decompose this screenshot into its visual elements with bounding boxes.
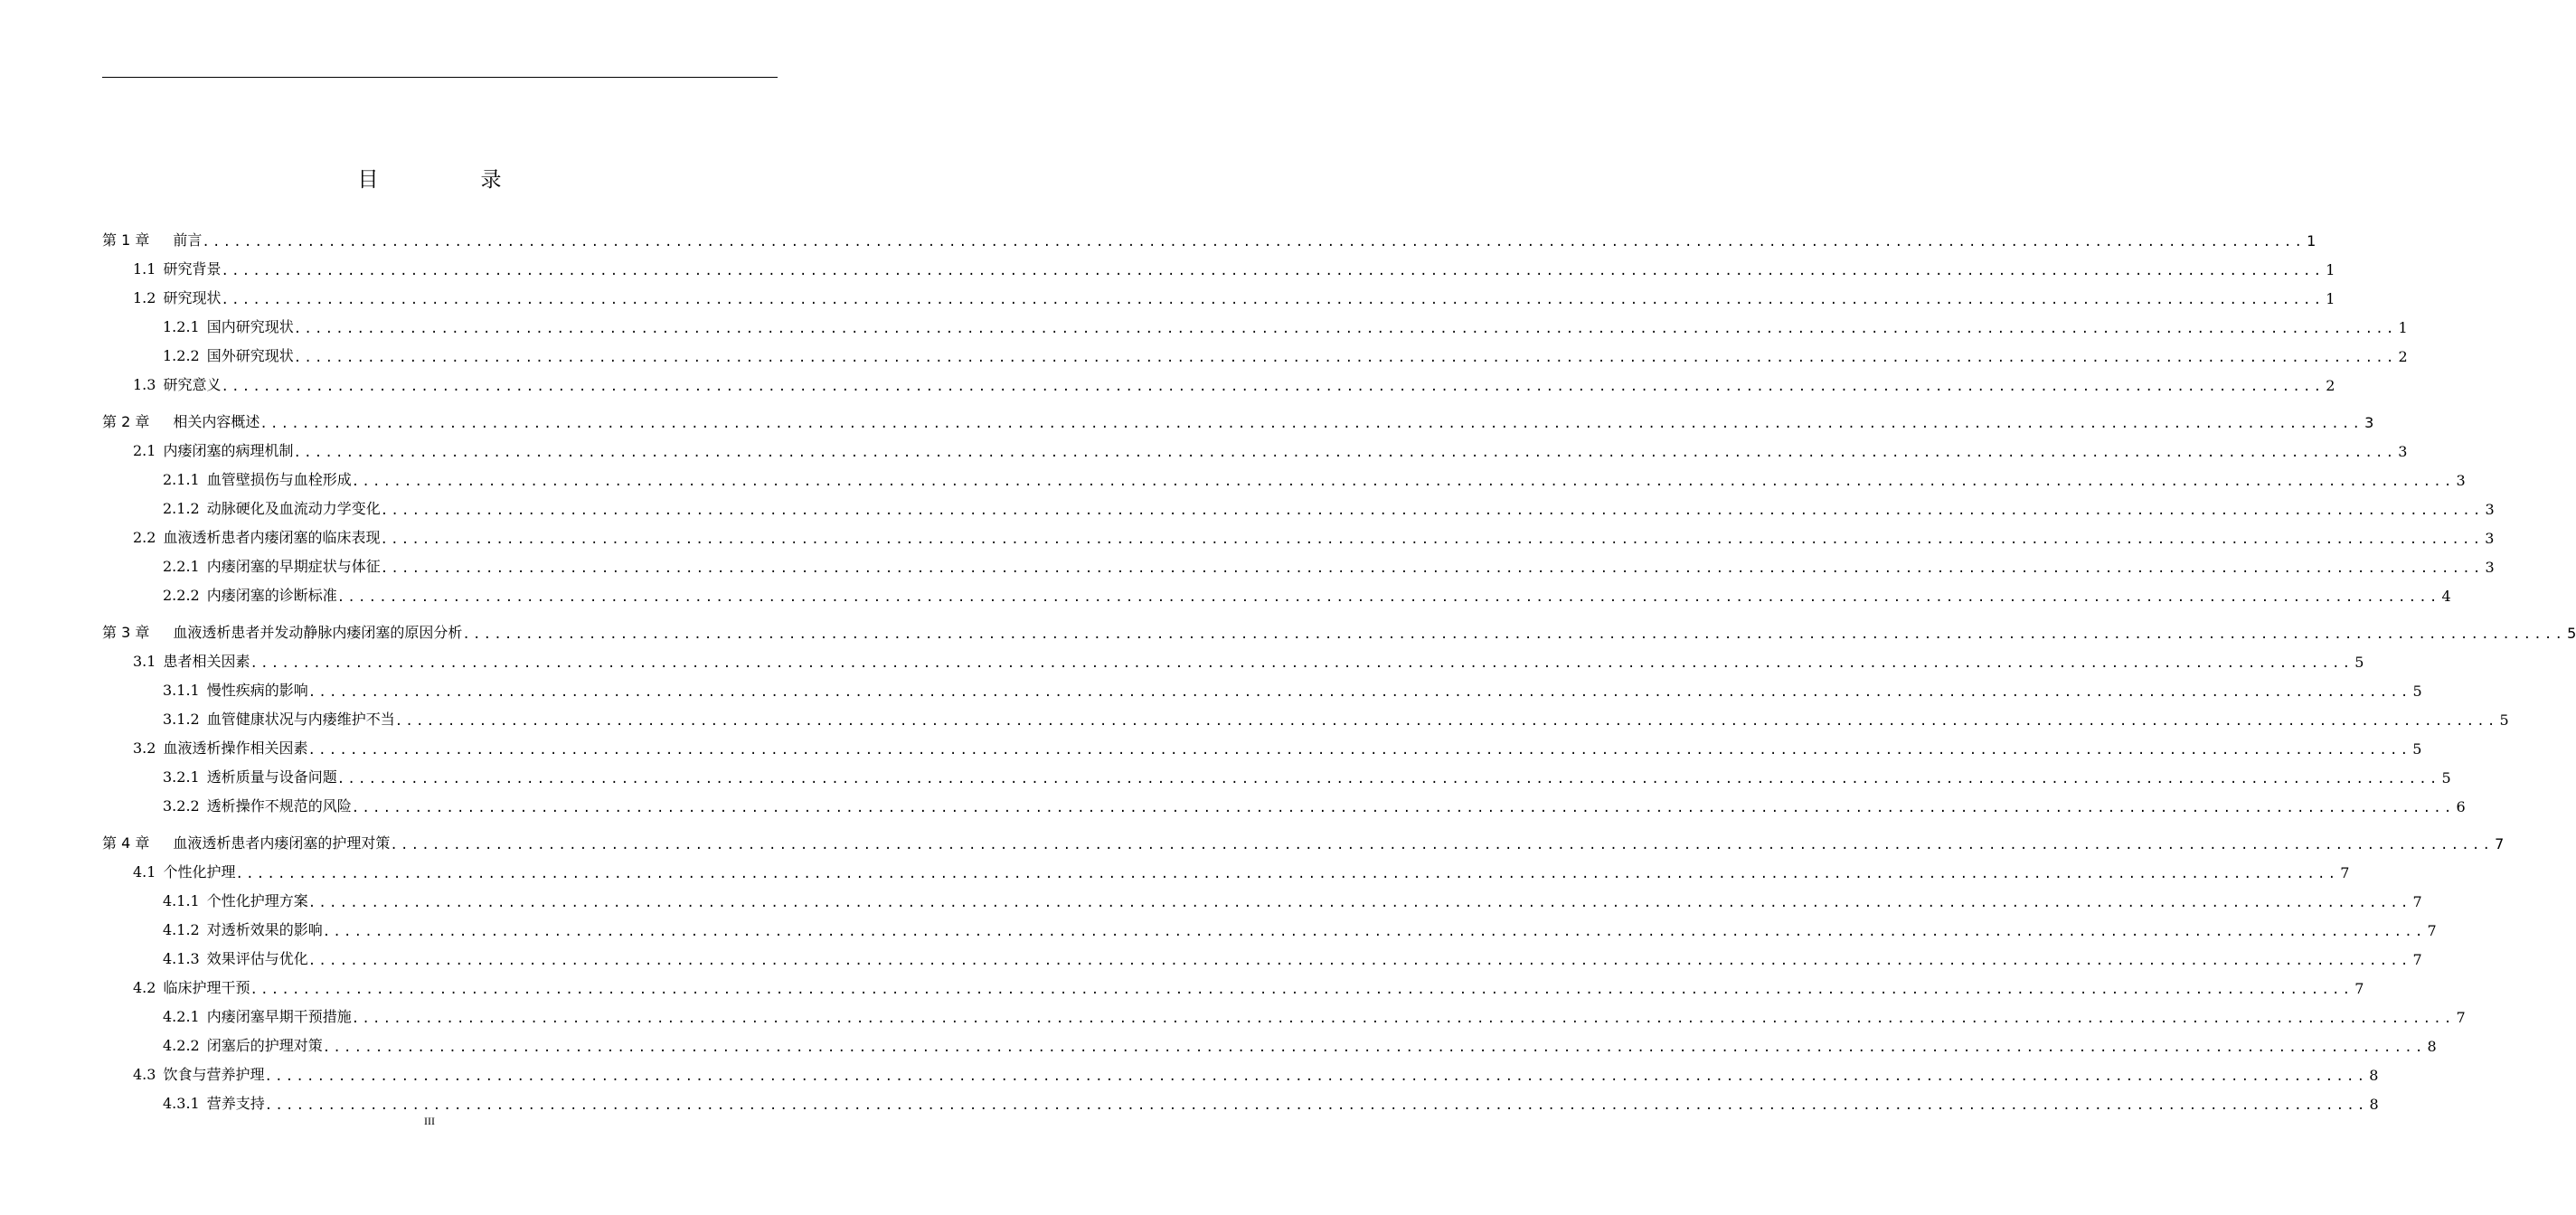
toc-entry-label <box>163 890 308 913</box>
table-of-contents <box>102 223 2576 1116</box>
toc-entry-number: 1.3 <box>133 376 156 393</box>
toc-entry-title: 透析质量与设备问题 <box>206 768 337 786</box>
toc-entry-page: 3 <box>2485 501 2495 518</box>
toc-entry-page: 3 <box>2456 472 2466 489</box>
toc-entry-title: 血液透析操作相关因素 <box>163 739 308 757</box>
toc-entry-page: 4 <box>2441 588 2451 605</box>
toc-entry-page: 7 <box>2456 1009 2466 1026</box>
toc-subsection-entry[interactable] <box>102 1029 2437 1058</box>
toc-entry-number: 4.3 <box>133 1066 156 1083</box>
toc-entry-number: 4.2.2 <box>163 1037 200 1054</box>
toc-chapter-entry[interactable] <box>102 826 2505 855</box>
toc-entry-page: 7 <box>2354 980 2364 997</box>
toc-entry-number: 4.1.1 <box>163 892 200 909</box>
toc-entry-number: 3.2.1 <box>163 768 200 786</box>
toc-entry-page: 6 <box>2456 798 2466 815</box>
toc-section-entry[interactable] <box>102 252 2335 281</box>
toc-subsection-entry[interactable] <box>102 579 2451 608</box>
toc-entry-page: 3 <box>2364 414 2374 431</box>
toc-entry-number: 第 3 章 <box>102 624 150 641</box>
toc-leader-dots: ........................................................................................................................................................................................................ <box>250 983 2354 997</box>
toc-entry-label <box>163 795 352 818</box>
toc-entry-label <box>163 1005 352 1029</box>
toc-entry-number: 4.2 <box>133 979 156 996</box>
toc-entry-title: 血管健康状况与内瘘维护不当 <box>206 711 395 728</box>
toc-entry-title: 血液透析患者内瘘闭塞的护理对策 <box>173 834 391 852</box>
toc-entry-number: 第 4 章 <box>102 834 150 852</box>
toc-entry-number: 1.1 <box>133 260 156 278</box>
toc-entry-number: 第 1 章 <box>102 231 150 249</box>
toc-entry-page: 3 <box>2485 559 2495 576</box>
toc-entry-page: 5 <box>2412 683 2422 700</box>
toc-leader-dots: ........................................................................................................................................................................................................ <box>336 590 2440 605</box>
toc-entry-title: 对透析效果的影响 <box>206 921 323 938</box>
toc-entry-label <box>163 947 308 971</box>
toc-entry-number: 4.3.1 <box>163 1095 200 1112</box>
toc-leader-dots: ........................................................................................................................................................................................................ <box>264 1069 2368 1084</box>
toc-entry-number: 3.2.2 <box>163 797 200 815</box>
toc-leader-dots: ........................................................................................................................................................................................................ <box>235 867 2339 881</box>
toc-leader-dots: ........................................................................................................................................................................................................ <box>380 561 2484 576</box>
toc-entry-number: 2.2.1 <box>163 558 200 575</box>
toc-leader-dots: ........................................................................................................................................................................................................ <box>221 380 2325 394</box>
toc-entry-title: 临床护理干预 <box>163 979 250 996</box>
toc-entry-title: 前言 <box>173 231 203 249</box>
toc-section-entry[interactable] <box>102 521 2495 550</box>
toc-entry-page: 7 <box>2340 864 2350 881</box>
toc-subsection-entry[interactable] <box>102 1087 2379 1116</box>
toc-entry-page: 8 <box>2369 1096 2379 1113</box>
toc-entry-label <box>163 555 381 579</box>
toc-entry-label <box>133 737 307 760</box>
toc-entry-number: 2.1.2 <box>163 500 200 517</box>
toc-entry-page: 5 <box>2354 654 2364 671</box>
toc-entry-label <box>163 468 352 492</box>
toc-entry-page: 1 <box>2326 290 2335 307</box>
toc-section-entry[interactable] <box>102 281 2335 310</box>
toc-subsection-entry[interactable] <box>102 789 2466 818</box>
toc-entry-page: 8 <box>2369 1067 2379 1084</box>
toc-entry-title: 个性化护理方案 <box>206 892 308 909</box>
toc-leader-dots: ........................................................................................................................................................................................................ <box>336 772 2440 786</box>
toc-leader-dots: ........................................................................................................................................................................................................ <box>264 1098 2368 1113</box>
toc-leader-dots: ........................................................................................................................................................................................................ <box>293 446 2397 460</box>
toc-entry-title: 饮食与营养护理 <box>163 1066 265 1083</box>
toc-section-entry[interactable] <box>102 1058 2379 1087</box>
toc-entry-title: 内瘘闭塞的病理机制 <box>163 442 294 459</box>
toc-entry-page: 5 <box>2499 711 2509 729</box>
toc-entry-title: 个性化护理 <box>163 863 236 881</box>
toc-subsection-entry[interactable] <box>102 913 2437 942</box>
toc-leader-dots: ........................................................................................................................................................................................................ <box>221 264 2325 278</box>
toc-entry-number: 2.1.1 <box>163 471 200 488</box>
toc-leader-dots: ........................................................................................................................................................................................................ <box>307 896 2411 910</box>
toc-entry-title: 研究背景 <box>163 260 222 278</box>
toc-entry-number: 2.2 <box>133 529 156 546</box>
toc-entry-label <box>163 918 323 942</box>
toc-leader-dots: ........................................................................................................................................................................................................ <box>390 838 2494 852</box>
toc-entry-title: 血管壁损伤与血栓形成 <box>206 471 352 488</box>
toc-subsection-entry[interactable] <box>102 463 2466 492</box>
toc-entry-page: 1 <box>2326 261 2335 278</box>
toc-leader-dots: ........................................................................................................................................................................................................ <box>307 954 2411 968</box>
toc-entry-label <box>163 1092 265 1116</box>
toc-entry-label <box>163 584 337 608</box>
toc-entry-label <box>133 861 235 884</box>
toc-leader-dots: ........................................................................................................................................................................................................ <box>307 743 2411 758</box>
toc-subsection-entry[interactable] <box>102 339 2408 368</box>
toc-entry-title: 营养支持 <box>206 1095 265 1112</box>
toc-chapter-entry[interactable] <box>102 223 2317 252</box>
toc-entry-label <box>163 766 337 789</box>
toc-entry-title: 内瘘闭塞早期干预措施 <box>206 1008 352 1025</box>
toc-entry-number: 第 2 章 <box>102 413 150 430</box>
toc-leader-dots: ........................................................................................................................................................................................................ <box>202 235 2306 250</box>
toc-leader-dots: ........................................................................................................................................................................................................ <box>293 351 2397 365</box>
toc-entry-label <box>163 497 381 521</box>
toc-entry-number: 3.1.1 <box>163 682 200 699</box>
toc-subsection-entry[interactable] <box>102 702 2509 731</box>
toc-entry-label <box>102 410 259 434</box>
toc-subsection-entry[interactable] <box>102 884 2422 913</box>
footer-page-number: III <box>424 1115 435 1127</box>
toc-entry-title: 血液透析患者内瘘闭塞的临床表现 <box>163 529 381 546</box>
toc-entry-title: 慢性疾病的影响 <box>206 682 308 699</box>
toc-subsection-entry[interactable] <box>102 550 2495 579</box>
toc-entry-number: 1.2 <box>133 289 156 306</box>
toc-leader-dots: ........................................................................................................................................................................................................ <box>322 1041 2426 1055</box>
toc-leader-dots: ........................................................................................................................................................................................................ <box>351 801 2455 815</box>
toc-entry-title: 内瘘闭塞的早期症状与体征 <box>206 558 381 575</box>
toc-leader-dots: ........................................................................................................................................................................................................ <box>351 475 2455 489</box>
toc-subsection-entry[interactable] <box>102 942 2422 971</box>
toc-entry-label <box>133 526 380 550</box>
toc-subsection-entry[interactable] <box>102 673 2422 702</box>
toc-entry-page: 7 <box>2495 835 2505 852</box>
toc-entry-title: 国内研究现状 <box>206 318 294 335</box>
toc-entry-number: 4.1.2 <box>163 921 200 938</box>
toc-section-entry[interactable] <box>102 645 2364 673</box>
toc-entry-title: 相关内容概述 <box>173 413 260 430</box>
toc-entry-label <box>133 373 221 397</box>
toc-entry-label <box>133 1063 264 1087</box>
toc-entry-label <box>133 976 250 1000</box>
toc-leader-dots: ........................................................................................................................................................................................................ <box>293 322 2397 336</box>
toc-entry-title: 动脉硬化及血流动力学变化 <box>206 500 381 517</box>
toc-entry-label <box>102 621 462 645</box>
toc-entry-page: 7 <box>2412 951 2422 968</box>
toc-leader-dots: ........................................................................................................................................................................................................ <box>380 532 2484 547</box>
toc-entry-number: 4.2.1 <box>163 1008 200 1025</box>
toc-entry-label <box>163 708 395 731</box>
toc-entry-page: 3 <box>2485 530 2495 547</box>
toc-entry-number: 4.1 <box>133 863 156 881</box>
toc-subsection-entry[interactable] <box>102 492 2495 521</box>
toc-entry-number: 1.2.1 <box>163 318 200 335</box>
toc-entry-label <box>133 439 293 463</box>
toc-entry-page: 3 <box>2398 443 2408 460</box>
toc-entry-page: 2 <box>2398 348 2408 365</box>
toc-subsection-entry[interactable] <box>102 760 2451 789</box>
toc-entry-label <box>133 287 221 310</box>
toc-entry-label <box>102 229 202 252</box>
toc-entry-label <box>163 1034 323 1058</box>
toc-entry-label <box>163 316 294 339</box>
toc-entry-title: 研究意义 <box>163 376 222 393</box>
toc-entry-title: 效果评估与优化 <box>206 950 308 967</box>
toc-entry-page: 1 <box>2307 232 2317 250</box>
toc-section-entry[interactable] <box>102 434 2408 463</box>
toc-entry-page: 5 <box>2412 740 2422 758</box>
header-rule <box>102 77 778 78</box>
toc-entry-title: 血液透析患者并发动静脉内瘘闭塞的原因分析 <box>173 624 463 641</box>
toc-entry-page: 7 <box>2412 893 2422 910</box>
toc-entry-label <box>163 679 308 702</box>
toc-entry-number: 3.2 <box>133 739 156 757</box>
toc-entry-title: 国外研究现状 <box>206 347 294 364</box>
toc-leader-dots: ........................................................................................................................................................................................................ <box>259 417 2364 431</box>
toc-section-entry[interactable] <box>102 368 2335 397</box>
toc-entry-page: 1 <box>2398 319 2408 336</box>
toc-leader-dots: ........................................................................................................................................................................................................ <box>380 504 2484 518</box>
toc-entry-number: 4.1.3 <box>163 950 200 967</box>
toc-entry-page: 5 <box>2567 625 2576 642</box>
toc-entry-label <box>163 344 294 368</box>
toc-leader-dots: ........................................................................................................................................................................................................ <box>394 714 2498 729</box>
toc-entry-title: 患者相关因素 <box>163 653 250 670</box>
toc-entry-title: 研究现状 <box>163 289 222 306</box>
toc-entry-page: 5 <box>2441 769 2451 786</box>
toc-entry-number: 3.1.2 <box>163 711 200 728</box>
toc-entry-label <box>102 832 390 855</box>
toc-section-entry[interactable] <box>102 855 2350 884</box>
toc-leader-dots: ........................................................................................................................................................................................................ <box>307 685 2411 700</box>
toc-entry-page: 8 <box>2427 1038 2437 1055</box>
toc-leader-dots: ........................................................................................................................................................................................................ <box>250 656 2354 671</box>
toc-entry-label <box>133 650 250 673</box>
toc-leader-dots: ........................................................................................................................................................................................................ <box>462 627 2566 642</box>
toc-entry-number: 3.1 <box>133 653 156 670</box>
toc-entry-title: 内瘘闭塞的诊断标准 <box>206 587 337 604</box>
toc-subsection-entry[interactable] <box>102 310 2408 339</box>
toc-section-entry[interactable] <box>102 731 2422 760</box>
toc-section-entry[interactable] <box>102 971 2364 1000</box>
toc-title: 目 录 <box>357 168 543 192</box>
toc-leader-dots: ........................................................................................................................................................................................................ <box>221 293 2325 307</box>
toc-chapter-entry[interactable] <box>102 405 2374 434</box>
toc-subsection-entry[interactable] <box>102 1000 2466 1029</box>
toc-entry-number: 1.2.2 <box>163 347 200 364</box>
toc-entry-number: 2.2.2 <box>163 587 200 604</box>
toc-entry-page: 2 <box>2326 377 2335 394</box>
toc-entry-title: 透析操作不规范的风险 <box>206 797 352 815</box>
toc-entry-number: 2.1 <box>133 442 156 459</box>
toc-entry-label <box>133 258 221 281</box>
toc-leader-dots: ........................................................................................................................................................................................................ <box>322 925 2426 939</box>
toc-chapter-entry[interactable] <box>102 616 2576 645</box>
toc-leader-dots: ........................................................................................................................................................................................................ <box>351 1012 2455 1026</box>
toc-entry-page: 7 <box>2427 922 2437 939</box>
toc-entry-title: 闭塞后的护理对策 <box>206 1037 323 1054</box>
